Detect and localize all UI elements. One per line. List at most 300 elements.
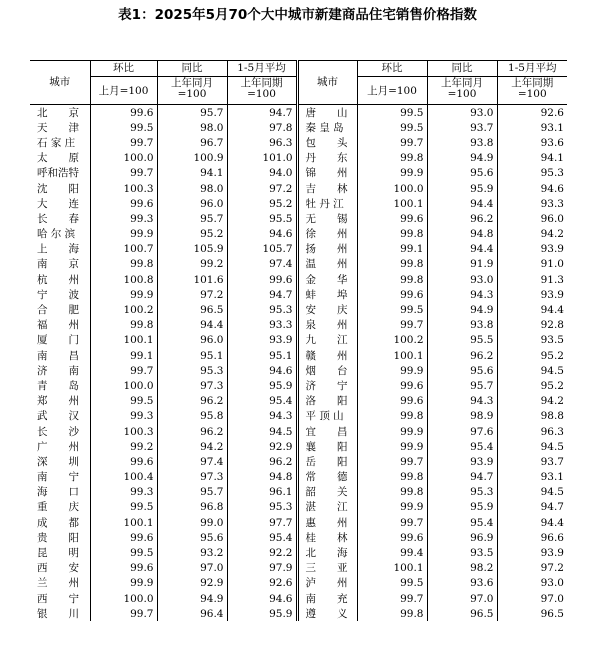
cell-avg-right: 91.0	[497, 257, 567, 272]
cell-avg-right: 91.3	[497, 272, 567, 287]
cell-mom-right: 99.9	[357, 500, 427, 515]
table-row	[30, 561, 567, 576]
table-row	[30, 302, 567, 317]
cell-mom-left: 99.6	[90, 105, 157, 121]
cell-city-left: 沈 阳	[37, 182, 79, 195]
cell-avg-right: 93.7	[497, 454, 567, 469]
header-avg-base-left: 上年同期=100	[227, 77, 297, 105]
cell-mom-right: 99.9	[357, 439, 427, 454]
cell-yoy-left: 95.7	[157, 211, 227, 226]
cell-avg-left: 96.2	[227, 454, 297, 469]
cell-mom-right: 100.1	[357, 196, 427, 211]
cell-yoy-right: 95.9	[427, 181, 497, 196]
cell-avg-left: 92.6	[227, 576, 297, 591]
cell-avg-left: 94.6	[227, 363, 297, 378]
table-row	[30, 318, 567, 333]
cell-city-left: 宁 波	[37, 288, 79, 301]
cell-avg-left: 94.6	[227, 591, 297, 606]
table-row	[30, 272, 567, 287]
table-row	[30, 333, 567, 348]
cell-mom-right: 99.8	[357, 470, 427, 485]
cell-yoy-left: 93.2	[157, 545, 227, 560]
cell-city-right: 包 头	[297, 135, 357, 150]
table-row	[30, 545, 567, 560]
cell-yoy-right: 93.5	[427, 545, 497, 560]
cell-city-right: 蚌 埠	[297, 287, 357, 302]
cell-city-left: 济 南	[37, 364, 79, 377]
cell-city-left: 上 海	[37, 243, 79, 256]
cell-mom-left: 99.7	[90, 363, 157, 378]
cell-avg-left: 97.4	[227, 257, 297, 272]
cell-city-left: 郑 州	[37, 395, 79, 408]
cell-mom-left: 99.1	[90, 348, 157, 363]
cell-avg-left: 95.2	[227, 196, 297, 211]
cell-yoy-right: 96.5	[427, 606, 497, 621]
cell-avg-left: 93.9	[227, 333, 297, 348]
cell-avg-left: 94.0	[227, 166, 297, 181]
cell-city-left: 长 沙	[37, 425, 79, 438]
cell-avg-right: 95.2	[497, 378, 567, 393]
cell-yoy-left: 95.3	[157, 363, 227, 378]
cell-city-left: 南 宁	[37, 471, 79, 484]
cell-yoy-right: 95.9	[427, 500, 497, 515]
header-mom-right: 环比	[357, 61, 427, 77]
cell-yoy-right: 97.6	[427, 424, 497, 439]
cell-avg-left: 94.7	[227, 287, 297, 302]
cell-yoy-right: 93.9	[427, 454, 497, 469]
cell-yoy-right: 94.3	[427, 394, 497, 409]
table-row	[30, 439, 567, 454]
cell-yoy-left: 95.1	[157, 348, 227, 363]
cell-city-right: 丹 东	[297, 151, 357, 166]
cell-yoy-right: 94.7	[427, 470, 497, 485]
cell-city-left: 海 口	[37, 486, 79, 499]
cell-yoy-right: 95.6	[427, 363, 497, 378]
cell-city-left: 合 肥	[37, 304, 79, 317]
cell-mom-right: 100.1	[357, 348, 427, 363]
cell-yoy-right: 98.2	[427, 561, 497, 576]
cell-mom-left: 99.7	[90, 166, 157, 181]
table-row	[30, 515, 567, 530]
cell-mom-left: 99.5	[90, 545, 157, 560]
cell-avg-right: 94.5	[497, 363, 567, 378]
cell-mom-left: 100.3	[90, 181, 157, 196]
cell-mom-left: 99.7	[90, 606, 157, 621]
cell-mom-left: 99.5	[90, 500, 157, 515]
cell-avg-left: 105.7	[227, 242, 297, 257]
cell-city-left: 南 京	[37, 258, 79, 271]
cell-yoy-left: 96.0	[157, 333, 227, 348]
table-row	[30, 500, 567, 515]
cell-city-left: 长 春	[37, 212, 79, 225]
cell-avg-left: 95.1	[227, 348, 297, 363]
cell-avg-right: 93.9	[497, 287, 567, 302]
cell-city-right: 襄 阳	[297, 439, 357, 454]
cell-yoy-left: 95.6	[157, 530, 227, 545]
cell-avg-left: 97.7	[227, 515, 297, 530]
page-title: 表1：2025年5月70个大中城市新建商品住宅销售价格指数	[118, 7, 477, 23]
cell-mom-right: 100.2	[357, 333, 427, 348]
cell-avg-right: 97.0	[497, 591, 567, 606]
cell-avg-left: 97.9	[227, 561, 297, 576]
cell-yoy-left: 96.0	[157, 196, 227, 211]
header-avg-left: 1-5月平均	[227, 61, 297, 77]
cell-avg-right: 94.2	[497, 227, 567, 242]
cell-yoy-left: 97.3	[157, 378, 227, 393]
cell-yoy-right: 94.4	[427, 242, 497, 257]
cell-mom-left: 99.7	[90, 135, 157, 150]
cell-yoy-left: 97.4	[157, 454, 227, 469]
cell-yoy-right: 93.8	[427, 135, 497, 150]
cell-mom-right: 99.8	[357, 606, 427, 621]
cell-yoy-right: 96.2	[427, 211, 497, 226]
cell-city-right: 北 海	[297, 545, 357, 560]
cell-mom-right: 99.8	[357, 485, 427, 500]
cell-avg-left: 97.8	[227, 120, 297, 135]
cell-yoy-right: 96.9	[427, 530, 497, 545]
cell-avg-left: 99.6	[227, 272, 297, 287]
cell-city-right: 遵 义	[297, 606, 357, 621]
cell-city-right: 岳 阳	[297, 454, 357, 469]
price-index-table	[30, 60, 567, 621]
cell-avg-left: 94.3	[227, 409, 297, 424]
cell-avg-left: 96.3	[227, 135, 297, 150]
cell-yoy-right: 96.2	[427, 348, 497, 363]
cell-yoy-right: 94.9	[427, 302, 497, 317]
cell-city-right: 常 德	[297, 470, 357, 485]
cell-yoy-left: 94.4	[157, 318, 227, 333]
table-body	[30, 105, 567, 622]
cell-mom-right: 99.6	[357, 378, 427, 393]
cell-avg-right: 92.6	[497, 105, 567, 121]
cell-avg-left: 92.2	[227, 545, 297, 560]
table-row	[30, 105, 567, 121]
cell-city-right: 扬 州	[297, 242, 357, 257]
table-row	[30, 485, 567, 500]
cell-yoy-right: 93.0	[427, 105, 497, 121]
cell-mom-left: 99.6	[90, 196, 157, 211]
cell-avg-right: 94.4	[497, 302, 567, 317]
cell-avg-right: 96.6	[497, 530, 567, 545]
cell-yoy-right: 98.9	[427, 409, 497, 424]
cell-city-left: 深 圳	[37, 455, 79, 468]
cell-city-left: 呼和浩特	[37, 167, 79, 180]
cell-yoy-right: 91.9	[427, 257, 497, 272]
cell-mom-right: 99.7	[357, 591, 427, 606]
cell-city-right: 洛 阳	[297, 394, 357, 409]
cell-avg-left: 95.9	[227, 378, 297, 393]
cell-mom-right: 99.5	[357, 120, 427, 135]
cell-avg-left: 95.4	[227, 530, 297, 545]
cell-avg-left: 95.9	[227, 606, 297, 621]
cell-avg-right: 93.1	[497, 120, 567, 135]
cell-avg-left: 92.9	[227, 439, 297, 454]
table-row	[30, 181, 567, 196]
cell-yoy-left: 101.6	[157, 272, 227, 287]
cell-mom-left: 99.5	[90, 394, 157, 409]
header-yoy-right: 同比	[427, 61, 497, 77]
cell-avg-left: 95.3	[227, 302, 297, 317]
cell-yoy-left: 94.9	[157, 591, 227, 606]
cell-avg-left: 101.0	[227, 151, 297, 166]
table-row	[30, 166, 567, 181]
cell-city-right: 惠 州	[297, 515, 357, 530]
cell-mom-right: 99.1	[357, 242, 427, 257]
cell-yoy-right: 93.0	[427, 272, 497, 287]
table-row	[30, 211, 567, 226]
header-mom-base-left: 上月=100	[90, 77, 157, 105]
cell-city-left: 昆 明	[37, 547, 79, 560]
cell-city-right: 南 充	[297, 591, 357, 606]
cell-avg-right: 93.1	[497, 470, 567, 485]
cell-yoy-right: 93.7	[427, 120, 497, 135]
cell-avg-right: 96.0	[497, 211, 567, 226]
cell-yoy-right: 95.6	[427, 166, 497, 181]
cell-avg-right: 95.2	[497, 348, 567, 363]
cell-mom-right: 99.8	[357, 257, 427, 272]
cell-city-right: 安 庆	[297, 302, 357, 317]
cell-city-left: 北 京	[30, 105, 90, 121]
cell-city-right: 唐 山	[297, 105, 357, 121]
header-avg-right: 1-5月平均	[497, 61, 567, 77]
cell-mom-right: 99.7	[357, 454, 427, 469]
cell-mom-left: 100.0	[90, 151, 157, 166]
table-row	[30, 120, 567, 135]
cell-yoy-left: 96.5	[157, 302, 227, 317]
header-city-left: 城市	[30, 61, 90, 105]
cell-yoy-right: 95.5	[427, 333, 497, 348]
cell-mom-right: 99.8	[357, 227, 427, 242]
cell-avg-right: 93.9	[497, 545, 567, 560]
cell-yoy-right: 94.9	[427, 151, 497, 166]
header-yoy-base-left: 上年同月=100	[157, 77, 227, 105]
cell-yoy-right: 95.4	[427, 439, 497, 454]
cell-city-left: 青 岛	[37, 379, 79, 392]
cell-city-right: 宜 昌	[297, 424, 357, 439]
cell-yoy-left: 96.8	[157, 500, 227, 515]
cell-yoy-left: 92.9	[157, 576, 227, 591]
cell-mom-right: 99.7	[357, 515, 427, 530]
cell-city-left: 厦 门	[37, 334, 79, 347]
cell-yoy-left: 95.8	[157, 409, 227, 424]
cell-mom-left: 100.1	[90, 515, 157, 530]
cell-mom-right: 99.5	[357, 576, 427, 591]
cell-yoy-left: 99.2	[157, 257, 227, 272]
cell-mom-right: 99.5	[357, 302, 427, 317]
cell-yoy-right: 93.8	[427, 318, 497, 333]
cell-yoy-left: 98.0	[157, 120, 227, 135]
table-row	[30, 606, 567, 621]
cell-city-left: 银 川	[37, 607, 79, 620]
cell-avg-right: 94.2	[497, 394, 567, 409]
cell-avg-right: 93.6	[497, 135, 567, 150]
cell-mom-left: 100.0	[90, 591, 157, 606]
table-row	[30, 470, 567, 485]
cell-avg-right: 94.6	[497, 181, 567, 196]
cell-avg-right: 93.0	[497, 576, 567, 591]
cell-avg-right: 93.3	[497, 196, 567, 211]
cell-city-right: 赣 州	[297, 348, 357, 363]
cell-yoy-right: 94.4	[427, 196, 497, 211]
cell-city-right: 烟 台	[297, 363, 357, 378]
table-row	[30, 530, 567, 545]
header-mom-left: 环比	[90, 61, 157, 77]
cell-avg-right: 94.1	[497, 151, 567, 166]
cell-mom-left: 99.3	[90, 211, 157, 226]
cell-city-left: 兰 州	[37, 577, 79, 590]
header-city-right: 城市	[297, 61, 357, 105]
cell-mom-right: 99.9	[357, 424, 427, 439]
cell-yoy-right: 94.3	[427, 287, 497, 302]
cell-mom-right: 99.7	[357, 135, 427, 150]
cell-mom-right: 99.8	[357, 151, 427, 166]
cell-yoy-left: 99.0	[157, 515, 227, 530]
cell-avg-left: 93.3	[227, 318, 297, 333]
cell-avg-right: 96.3	[497, 424, 567, 439]
cell-avg-left: 95.3	[227, 500, 297, 515]
cell-avg-left: 94.6	[227, 227, 297, 242]
cell-avg-right: 94.5	[497, 485, 567, 500]
table-row	[30, 394, 567, 409]
cell-mom-right: 100.0	[357, 181, 427, 196]
cell-city-right: 牡 丹 江	[297, 196, 357, 211]
cell-avg-right: 93.5	[497, 333, 567, 348]
cell-mom-left: 99.3	[90, 409, 157, 424]
cell-mom-right: 99.9	[357, 166, 427, 181]
cell-city-right: 九 江	[297, 333, 357, 348]
cell-mom-left: 100.8	[90, 272, 157, 287]
cell-avg-left: 95.4	[227, 394, 297, 409]
cell-avg-right: 94.5	[497, 439, 567, 454]
cell-mom-right: 99.7	[357, 318, 427, 333]
cell-mom-right: 99.6	[357, 287, 427, 302]
cell-avg-left: 94.7	[227, 105, 297, 121]
cell-yoy-left: 97.0	[157, 561, 227, 576]
cell-yoy-left: 95.7	[157, 485, 227, 500]
table-row	[30, 287, 567, 302]
cell-mom-left: 99.6	[90, 561, 157, 576]
cell-avg-left: 94.5	[227, 424, 297, 439]
cell-yoy-left: 100.9	[157, 151, 227, 166]
cell-mom-right: 99.6	[357, 394, 427, 409]
cell-mom-right: 99.8	[357, 409, 427, 424]
cell-city-right: 泸 州	[297, 576, 357, 591]
cell-city-left: 武 汉	[37, 410, 79, 423]
cell-avg-right: 97.2	[497, 561, 567, 576]
cell-mom-left: 99.5	[90, 120, 157, 135]
cell-city-right: 徐 州	[297, 227, 357, 242]
cell-yoy-left: 105.9	[157, 242, 227, 257]
cell-yoy-left: 96.4	[157, 606, 227, 621]
cell-city-left: 大 连	[37, 197, 79, 210]
header-yoy-left: 同比	[157, 61, 227, 77]
cell-city-left: 杭 州	[37, 273, 79, 286]
cell-city-right: 韶 关	[297, 485, 357, 500]
cell-yoy-left: 96.2	[157, 424, 227, 439]
table-row	[30, 363, 567, 378]
cell-yoy-right: 93.6	[427, 576, 497, 591]
cell-avg-left: 97.2	[227, 181, 297, 196]
cell-mom-right: 99.8	[357, 272, 427, 287]
cell-avg-left: 95.5	[227, 211, 297, 226]
cell-yoy-right: 95.4	[427, 515, 497, 530]
cell-mom-left: 100.3	[90, 424, 157, 439]
cell-city-left: 天 津	[37, 121, 79, 134]
cell-mom-left: 100.2	[90, 302, 157, 317]
cell-avg-right: 95.3	[497, 166, 567, 181]
table-row	[30, 227, 567, 242]
cell-mom-right: 99.5	[357, 105, 427, 121]
table-row	[30, 454, 567, 469]
cell-yoy-left: 97.2	[157, 287, 227, 302]
cell-mom-left: 99.9	[90, 227, 157, 242]
cell-mom-left: 100.4	[90, 470, 157, 485]
cell-mom-left: 99.2	[90, 439, 157, 454]
cell-city-left: 石 家 庄	[37, 136, 76, 149]
cell-yoy-right: 97.0	[427, 591, 497, 606]
cell-yoy-right: 94.8	[427, 227, 497, 242]
cell-yoy-left: 95.2	[157, 227, 227, 242]
cell-city-right: 无 锡	[297, 211, 357, 226]
cell-mom-right: 99.6	[357, 211, 427, 226]
cell-avg-right: 92.8	[497, 318, 567, 333]
cell-city-right: 湛 江	[297, 500, 357, 515]
table-row	[30, 409, 567, 424]
cell-city-left: 贵 阳	[37, 531, 79, 544]
table-row	[30, 242, 567, 257]
table-row	[30, 378, 567, 393]
cell-city-left: 太 原	[37, 152, 79, 165]
cell-city-left: 广 州	[37, 440, 79, 453]
header-mom-base-right: 上月=100	[357, 77, 427, 105]
cell-city-right: 三 亚	[297, 561, 357, 576]
cell-city-right: 金 华	[297, 272, 357, 287]
header-yoy-base-right: 上年同月=100	[427, 77, 497, 105]
cell-mom-left: 99.6	[90, 454, 157, 469]
cell-city-right: 平 顶 山	[297, 409, 357, 424]
cell-mom-left: 99.8	[90, 257, 157, 272]
table-row	[30, 591, 567, 606]
cell-mom-left: 99.3	[90, 485, 157, 500]
cell-yoy-right: 95.7	[427, 378, 497, 393]
cell-city-right: 锦 州	[297, 166, 357, 181]
cell-mom-right: 99.6	[357, 530, 427, 545]
header-avg-base-right: 上年同期=100	[497, 77, 567, 105]
cell-city-left: 西 宁	[37, 592, 79, 605]
cell-city-right: 济 宁	[297, 378, 357, 393]
cell-city-right: 桂 林	[297, 530, 357, 545]
cell-mom-left: 99.6	[90, 530, 157, 545]
cell-city-left: 成 都	[37, 516, 79, 529]
cell-city-left: 重 庆	[37, 501, 79, 514]
cell-city-right: 秦 皇 岛	[297, 120, 357, 135]
cell-city-left: 南 昌	[37, 349, 79, 362]
cell-avg-right: 96.5	[497, 606, 567, 621]
cell-mom-left: 100.1	[90, 333, 157, 348]
cell-yoy-left: 95.7	[157, 105, 227, 121]
cell-city-right: 温 州	[297, 257, 357, 272]
cell-mom-right: 99.4	[357, 545, 427, 560]
cell-mom-right: 99.9	[357, 363, 427, 378]
table-row	[30, 348, 567, 363]
cell-yoy-right: 95.3	[427, 485, 497, 500]
table-row	[30, 257, 567, 272]
cell-yoy-left: 94.2	[157, 439, 227, 454]
cell-yoy-left: 96.7	[157, 135, 227, 150]
cell-avg-right: 94.4	[497, 515, 567, 530]
table-row	[30, 135, 567, 150]
cell-mom-left: 99.8	[90, 318, 157, 333]
